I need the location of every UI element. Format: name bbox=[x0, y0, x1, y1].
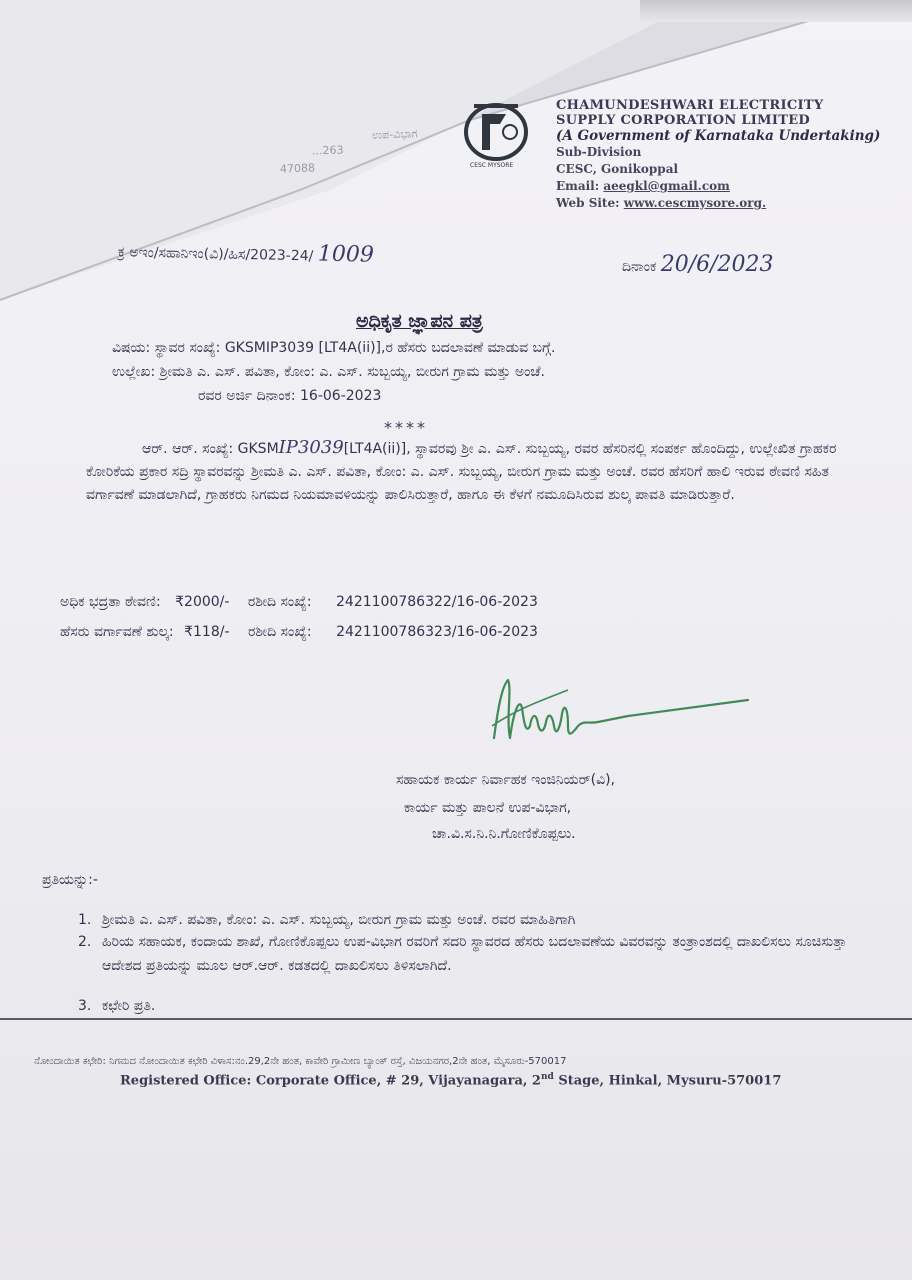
reference-line-2: ರವರ ಅರ್ಜಿ ದಿನಾಂಕ: 16-06-2023 bbox=[198, 388, 382, 404]
date-label: ದಿನಾಂಕ bbox=[622, 259, 657, 275]
signatory-line1: ಸಹಾಯಕ ಕಾರ್ಯ ನಿರ್ವಾಹಕ ಇಂಜಿನಿಯರ್(ವಿ), bbox=[396, 772, 616, 788]
government-undertaking: (A Government of Karnataka Undertaking) bbox=[556, 128, 881, 144]
body-paragraph bbox=[86, 436, 856, 507]
footer-kannada-address: ನೋಂದಾಯಿತ ಕಛೇರಿ: ನಿಗಮದ ನೋಂದಾಯಿತ ಕಛೇರಿ ವಿಳಾಸ:ನಂ.29,2ನೇ ಹಂತ, ಕಾವೇರಿ ಗ್ರಾಮೀಣ ಬ್ಯಾಂಕ್ ರಸ್ತೆ, ವಿಜಯನಗರ,2ನೇ ಹಂತ, ಮೈಸೂರು-570017 bbox=[34, 1056, 567, 1067]
fee-amount: ₹118/- bbox=[184, 624, 230, 640]
subdivision-label: Sub-Division bbox=[556, 145, 642, 159]
fee-row-deposit bbox=[60, 594, 538, 610]
footer-divider bbox=[0, 1018, 912, 1020]
footer-address-part1: Registered Office: Corporate Office, # 29, Vijayanagara, 2 bbox=[120, 1073, 541, 1089]
body-handwritten-number: IP3039 bbox=[278, 437, 344, 458]
receipt-number: 2421100786323/16-06-2023 bbox=[336, 624, 538, 640]
receipt-label: ರಶೀದಿ ಸಂಖ್ಯೆ: bbox=[247, 594, 312, 610]
faded-text-2: ...263 bbox=[311, 143, 344, 158]
document-title: ಅಧಿಕೃತ ಜ್ಞಾಪನ ಪತ್ರ bbox=[356, 310, 483, 332]
cesc-logo-icon bbox=[460, 100, 532, 166]
copy-text: ಶ್ರೀಮತಿ ಎ. ಎಸ್. ಪವಿತಾ, ಕೋಂ: ಎ. ಎಸ್. ಸುಬ್ಬಯ್ಯ, ಬೀರುಗ ಗ್ರಾಮ ಮತ್ತು ಅಂಚೆ. ರವರ ಮಾಹಿತಿಗಾಗಿ bbox=[102, 912, 576, 928]
office-name: CESC, Gonikoppal bbox=[556, 162, 679, 176]
copies-heading: ಪ್ರತಿಯನ್ನು:- bbox=[42, 872, 98, 888]
website-link[interactable]: www.cescmysore.org. bbox=[623, 196, 767, 210]
subject-line: ವಿಷಯ: ಸ್ಥಾವರ ಸಂಖ್ಯೆ: GKSMIP3039 [LT4A(ii)],ರ ಹೆಸರು ಬದಲಾವಣೆ ಮಾಡುವ ಬಗ್ಗೆ. bbox=[112, 340, 556, 356]
footer-address-sup: nd bbox=[540, 1072, 554, 1082]
separator-stars: **** bbox=[384, 418, 428, 437]
top-edge-shadow bbox=[640, 0, 912, 22]
faded-text-3: 47088 bbox=[279, 161, 316, 176]
signatory-line2: ಕಾರ್ಯ ಮತ್ತು ಪಾಲನೆ ಉಪ-ವಿಭಾಗ, bbox=[404, 800, 572, 816]
receipt-number: 2421100786322/16-06-2023 bbox=[336, 594, 538, 610]
website-line bbox=[556, 195, 912, 212]
body-part1: ಆರ್. ಆರ್. ಸಂಖ್ಯೆ: GKSM bbox=[142, 441, 279, 457]
footer-address-part2: Stage, Hinkal, Mysuru-570017 bbox=[553, 1073, 782, 1089]
copy-text: ಹಿರಿಯ ಸಹಾಯಕ, ಕಂದಾಯ ಶಾಖೆ, ಗೋಣಿಕೊಪ್ಪಲು ಉಪ-ವಿಭಾಗ ರವರಿಗೆ ಸದರಿ ಸ್ಥಾವರದ ಹೆಸರು ಬದಲಾವಣೆಯ ವಿವರವನ್ನು ತಂತ್ರಾಂಶದಲ್ಲಿ ದಾಖಲಿಸಲು ಸೂಚಿಸುತ್ತಾ ಆದೇಶದ ಪ್ರತಿಯನ್ನು ಮೂಲ ಆರ್.ಆರ್. ಕಡತದಲ್ಲಿ ದಾಖಲಿಸಲು ತಿಳಿಸಲಾಗಿದೆ. bbox=[102, 934, 847, 974]
copy-item-2 bbox=[78, 930, 868, 1002]
fee-label: ಹೆಸರು ವರ್ಗಾವಣೆ ಶುಲ್ಕ: bbox=[60, 624, 174, 640]
email-line bbox=[556, 178, 912, 195]
reference-number bbox=[118, 237, 374, 267]
org-name-line2: SUPPLY CORPORATION LIMITED bbox=[556, 113, 810, 128]
date-line bbox=[622, 252, 774, 277]
copy-text: ಕಛೇರಿ ಪ್ರತಿ. bbox=[102, 998, 156, 1014]
reference-handwritten: 1009 bbox=[317, 241, 375, 268]
date-handwritten: 20/6/2023 bbox=[660, 252, 774, 277]
copy-item-3 bbox=[78, 994, 868, 1018]
website-label: Web Site: bbox=[556, 196, 620, 210]
footer-registered-office bbox=[120, 1072, 781, 1088]
reference-line-1: ಉಲ್ಲೇಖ: ಶ್ರೀಮತಿ ಎ. ಎಸ್. ಪವಿತಾ, ಕೋಂ: ಎ. ಎಸ್. ಸುಬ್ಬಯ್ಯ, ಬೀರುಗ ಗ್ರಾಮ ಮತ್ತು ಅಂಚೆ. bbox=[112, 364, 545, 380]
email-link[interactable]: aeegkl@gmail.com bbox=[603, 179, 730, 193]
reference-prefix: ಕ್ರ ಅಇಂ/ಸಹಾನಿಇಂ(ವಿ)/ಹಿಸ/2023-24/ bbox=[117, 244, 314, 265]
faded-text-1: ಉಪ-ವಿಭಾಗ bbox=[371, 127, 418, 142]
copy-item-1 bbox=[78, 908, 868, 932]
copy-number: 2. bbox=[78, 934, 92, 950]
copy-number: 1. bbox=[78, 912, 92, 928]
org-name-line1: CHAMUNDESHWARI ELECTRICITY bbox=[556, 98, 824, 113]
email-label: Email: bbox=[556, 179, 600, 193]
fee-label: ಅಧಿಕ ಭದ್ರತಾ ಠೇವಣಿ: bbox=[60, 594, 161, 610]
receipt-label: ರಶೀದಿ ಸಂಖ್ಯೆ: bbox=[247, 624, 312, 640]
body-part2: [LT4A(ii)], ಸ್ಥಾವರವು ಶ್ರೀ ಎ. ಎಸ್. ಸುಬ್ಬಯ್ಯ, ರವರ ಹೆಸರಿನಲ್ಲಿ ಸಂಪರ್ಕ ಹೊಂದಿದ್ದು, ಉಲ್ಲೇಖಿತ ಗ್ರಾಹಕರ ಕೋರಿಕೆಯ ಪ್ರಕಾರ ಸದ್ರಿ ಸ್ಥಾವರವನ್ನು ಶ್ರೀಮತಿ ಎ. ಎಸ್. ಪವಿತಾ, ಕೋಂ: ಎ. ಎಸ್. ಸುಬ್ಬಯ್ಯ, ಬೀರುಗ ಗ್ರಾಮ ಮತ್ತು ಅಂಚೆ. ರವರ ಹೆಸರಿಗೆ ಹಾಲಿ ಇರುವ ಠೇವಣಿ ಸಹಿತ ವರ್ಗಾವಣೆ ಮಾಡಲಾಗಿದೆ, ಗ್ರಾಹಕರು ನಿಗಮದ ನಿಯಮಾವಳಿಯನ್ನು ಪಾಲಿಸಿರುತ್ತಾರೆ, ಹಾಗೂ ಈ ಕೆಳಗೆ ನಮೂದಿಸಿರುವ ಶುಲ್ಕ ಪಾವತಿ ಮಾಡಿರುತ್ತಾರೆ. bbox=[86, 441, 837, 503]
fee-amount: ₹2000/- bbox=[175, 594, 230, 610]
signature bbox=[488, 668, 758, 758]
signatory-line3: ಚಾ.ವಿ.ಸ.ನಿ.ನಿ.ಗೋಣಿಕೊಪ್ಪಲು. bbox=[432, 826, 576, 842]
copy-number: 3. bbox=[78, 998, 92, 1014]
letterhead bbox=[556, 98, 912, 212]
logo-caption: CESC MYSORE bbox=[470, 162, 514, 169]
fee-row-transfer bbox=[60, 624, 538, 640]
